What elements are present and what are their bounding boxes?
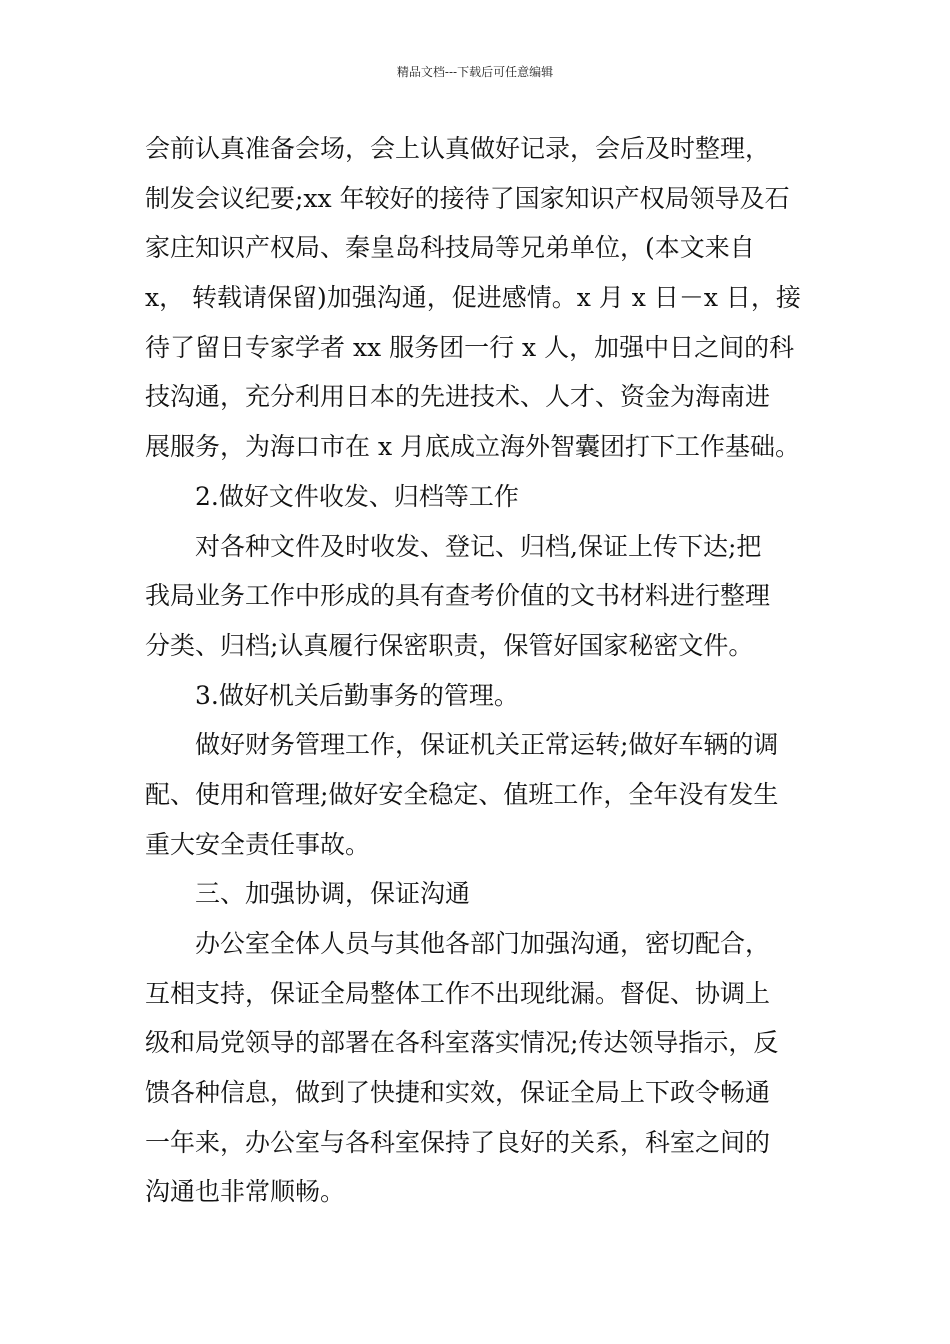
document-body — [145, 124, 810, 1217]
text-line: 制发会议纪要;xx 年较好的接待了国家知识产权局领导及石 — [145, 183, 790, 213]
text-line: x， 转载请保留)加强沟通，促进感情。x 月 x 日－x 日，接 — [145, 283, 801, 313]
text-line: 重大安全责任事故。 — [145, 829, 371, 859]
text-line: 馈各种信息，做到了快捷和实效，保证全局上下政令畅通 — [145, 1078, 771, 1108]
text-line: 级和局党领导的部署在各科室落实情况;传达领导指示，反 — [145, 1028, 779, 1058]
page-header: 精品文档---下载后可任意编辑 — [396, 65, 554, 79]
text-line: 会前认真准备会场，会上认真做好记录，会后及时整理， — [145, 134, 771, 163]
text-line: 分类、归档;认真履行保密职责，保管好国家秘密文件。 — [145, 630, 754, 660]
section-heading: 三、加强协调，保证沟通 — [195, 879, 471, 909]
text-line: 展服务，为海口市在 x 月底成立海外智囊团打下工作基础。 — [145, 432, 800, 462]
text-line: 互相支持，保证全局整体工作不出现纰漏。督促、协调上 — [145, 978, 771, 1008]
paragraph-start: 办公室全体人员与其他各部门加强沟通，密切配合， — [195, 929, 771, 958]
paragraph-start: 对各种文件及时收发、登记、归档,保证上传下达;把 — [195, 531, 762, 561]
text-line: 配、使用和管理;做好安全稳定、值班工作，全年没有发生 — [145, 779, 779, 809]
text-line: 沟通也非常顺畅。 — [145, 1177, 346, 1207]
text-line: 待了留日专家学者 xx 服务团一行 x 人，加强中日之间的科 — [145, 332, 795, 362]
section-heading: 3.做好机关后勤事务的管理。 — [195, 680, 519, 710]
text-line: 一年来，办公室与各科室保持了良好的关系，科室之间的 — [145, 1127, 771, 1157]
text-line: 我局业务工作中形成的具有查考价值的文书材料进行整理 — [145, 581, 771, 611]
text-line: 家庄知识产权局、秦皇岛科技局等兄弟单位，(本文来自 — [145, 233, 755, 263]
text-line: 技沟通，充分利用日本的先进技术、人才、资金为海南进 — [145, 382, 771, 412]
paragraph-start: 做好财务管理工作，保证机关正常运转;做好车辆的调 — [195, 730, 779, 760]
section-heading: 2.做好文件收发、归档等工作 — [195, 481, 519, 511]
